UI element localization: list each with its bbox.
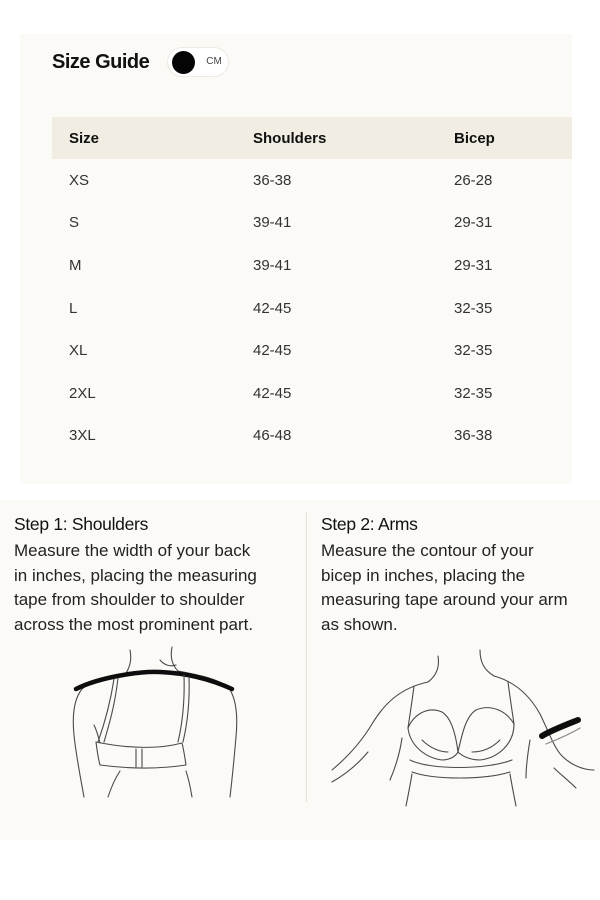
- toggle-unit-label: CM: [206, 56, 222, 67]
- cell-shoulders: 42-45: [253, 342, 292, 360]
- cell-bicep: 32-35: [454, 384, 493, 402]
- table-row: [52, 202, 572, 245]
- cell-bicep: 29-31: [454, 256, 493, 274]
- table-row: [52, 372, 572, 415]
- cell-bicep: 32-35: [454, 299, 493, 317]
- step-title: Step 2: Arms: [321, 514, 418, 534]
- cell-shoulders: 39-41: [253, 256, 292, 274]
- size-guide-header: [52, 42, 229, 82]
- table-header-row: [52, 117, 572, 159]
- table-row: [52, 159, 572, 202]
- cell-shoulders: 42-45: [253, 384, 292, 402]
- cell-size: L: [69, 299, 78, 317]
- cell-shoulders: 42-45: [253, 299, 292, 317]
- description-line: tape from shoulder to shoulder: [14, 590, 245, 609]
- cell-size: 2XL: [69, 384, 96, 402]
- description-line: bicep in inches, placing the: [321, 565, 526, 585]
- measurement-steps: [0, 500, 600, 840]
- cell-bicep: 36-38: [454, 427, 493, 445]
- step-title: Step 1: Shoulders: [14, 514, 149, 534]
- column-header-shoulders: Shoulders: [253, 129, 327, 147]
- step-description: [321, 539, 600, 637]
- cell-bicep: 32-35: [454, 342, 493, 360]
- size-guide-card: [20, 34, 572, 484]
- unit-toggle[interactable]: [167, 47, 229, 77]
- cell-size: S: [69, 214, 80, 232]
- cell-shoulders: 46-48: [253, 427, 292, 445]
- cell-size: XL: [69, 342, 88, 360]
- description-line: Measure the contour of your: [321, 541, 534, 560]
- column-header-bicep: Bicep: [454, 129, 495, 147]
- table-row: [52, 415, 572, 458]
- table-row: [52, 287, 572, 330]
- cell-size: XS: [69, 171, 90, 189]
- description-line: across the most prominent part.: [14, 614, 254, 634]
- cell-bicep: 26-28: [454, 171, 493, 189]
- table-row: [52, 244, 572, 287]
- step-shoulders: [14, 514, 299, 637]
- step-arms: [321, 514, 600, 637]
- size-guide-title: Size Guide: [52, 50, 150, 73]
- column-header-size: Size: [69, 129, 100, 147]
- cell-size: M: [69, 256, 82, 274]
- cell-shoulders: 39-41: [253, 214, 292, 232]
- description-line: measuring tape around your arm: [321, 590, 568, 609]
- cell-size: 3XL: [69, 427, 96, 445]
- cell-shoulders: 36-38: [253, 171, 292, 189]
- bicep-measure-illustration: [330, 648, 598, 808]
- cell-bicep: 29-31: [454, 214, 493, 232]
- size-table: [52, 117, 572, 457]
- toggle-knob: [172, 51, 195, 74]
- description-line: in inches, placing the measuring: [14, 565, 257, 585]
- description-line: as shown.: [321, 614, 398, 634]
- description-line: Measure the width of your back: [14, 541, 251, 560]
- steps-divider: [306, 512, 307, 802]
- step-description: [14, 539, 299, 637]
- back-shoulders-measure-illustration: [60, 645, 250, 805]
- table-row: [52, 329, 572, 372]
